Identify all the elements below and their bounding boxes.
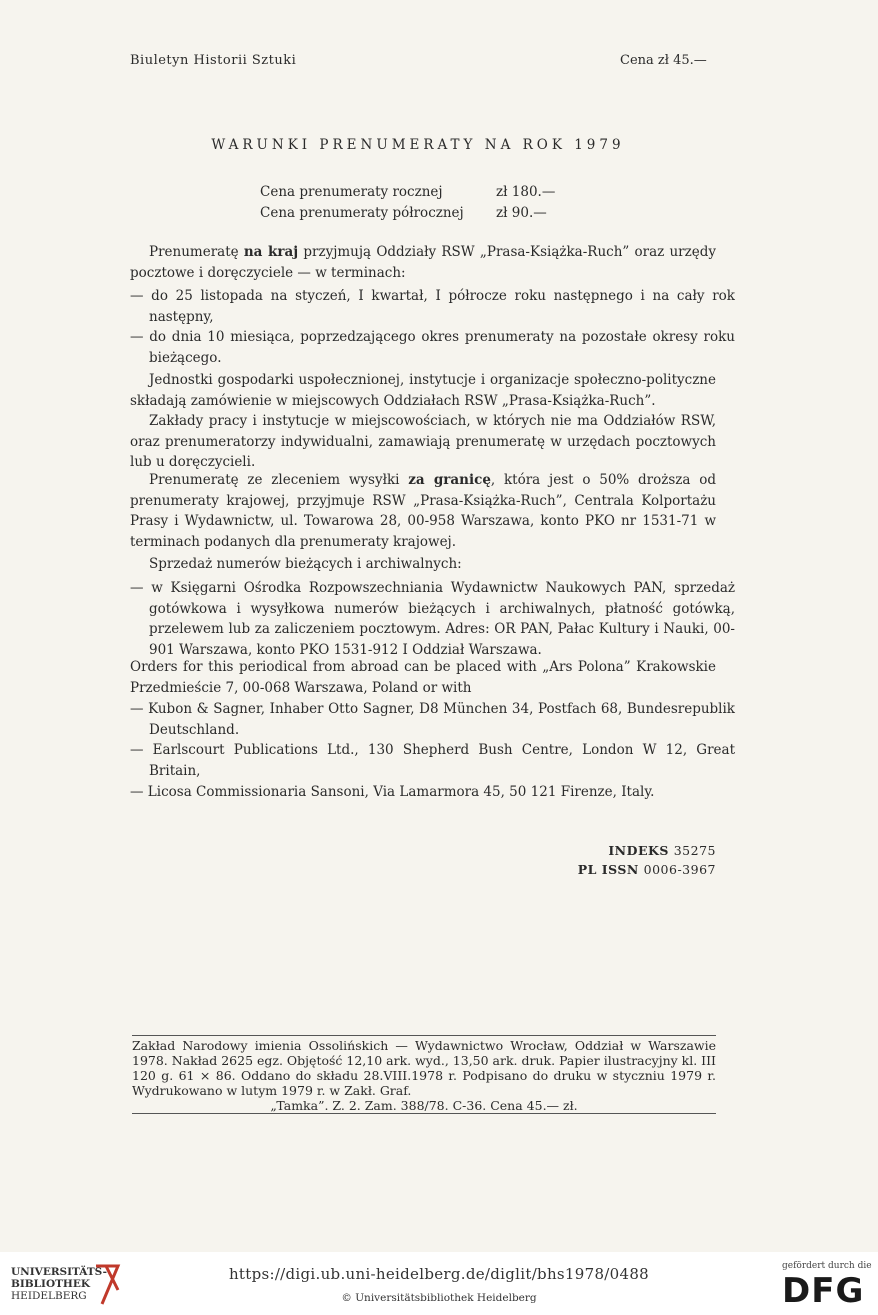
paragraph-sales: Sprzedaż numerów bieżących i archiwalnych: xyxy=(149,556,462,572)
price-half-label: Cena prenumeraty półrocznej xyxy=(260,205,464,221)
paragraph-institutions: Jednostki gospodarki uspołecznionej, instytucje i organizacje społeczno-polityczne składają zamówienie w miejscowych Oddziałach RSW „Prasa-Książka-Ruch”. xyxy=(130,372,716,409)
index-number: INDEKS 35275 xyxy=(608,843,716,858)
issn-number: PL ISSN 0006-3967 xyxy=(577,862,716,877)
list-item-kubon-sagner: — Kubon & Sagner, Inhaber Otto Sagner, D8 München 34, Postfach 68, Bundesrepublik Deutschland. xyxy=(130,701,735,738)
list-item-earlscourt: — Earlscourt Publications Ltd., 130 Shepherd Bush Centre, London W 12, Great Britain, xyxy=(130,742,735,779)
running-header-price: Cena zł 45.— xyxy=(620,53,707,68)
colophon-bottom-rule xyxy=(132,1113,716,1114)
paragraph-domestic: Prenumeratę na kraj przyjmują Oddziały RSW „Prasa-Książka-Ruch” oraz urzędy pocztowe i doręczyciele — w terminach: xyxy=(130,244,716,281)
running-header-journal: Biuletyn Historii Sztuki xyxy=(130,53,297,68)
price-annual-label: Cena prenumeraty rocznej xyxy=(260,184,443,200)
paragraph-orders-abroad: Orders for this periodical from abroad can be placed with „Ars Polona” Krakowskie Przedmieście 7, 00-068 Warszawa, Poland or with xyxy=(130,659,716,696)
paragraph-workplaces: Zakłady pracy i instytucje w miejscowościach, w których nie ma Oddziałów RSW, oraz prenumeratorzy indywidualni, zamawiają prenumeratę w urzędach pocztowych lub u doręczycieli. xyxy=(130,413,716,470)
page-title: WARUNKI PRENUMERATY NA ROK 1979 xyxy=(211,137,625,153)
colophon-top-rule xyxy=(132,1035,716,1036)
permalink-url[interactable]: https://digi.ub.uni-heidelberg.de/diglit/bhs1978/0488 xyxy=(228,1265,650,1283)
list-item-licosa: — Licosa Commissionaria Sansoni, Via Lamarmora 45, 50 121 Firenze, Italy. xyxy=(130,784,655,800)
paragraph-abroad: Prenumeratę ze zleceniem wysyłki za granicę, która jest o 50% droższa od prenumeraty krajowej, przyjmuje RSW „Prasa-Książka-Ruch”, Centrala Kolportażu Prasy i Wydawnictw, ul. Towarowa 28, 00-958 Warszawa, konto PKO nr 1531-71 w terminach podanych dla prenumeraty krajowej. xyxy=(130,472,717,550)
viewer-footer xyxy=(0,1252,878,1315)
library-name: UNIVERSITÄTS- BIBLIOTHEK HEIDELBERG xyxy=(11,1266,107,1302)
colophon-text: Zakład Narodowy imienia Ossolińskich — Wydawnictwo Wrocław, Oddział w Warszawie 1978. Nakład 2625 egz. Objętość 12,10 ark. wyd., 13,50 ark. druk. Papier ilustracyjny kl. III 120 g. 61 × 86. Oddano do składu 28.VIII.1978 r. Podpisano do druku w styczniu 1979 r. Wydrukowano w lutym 1979 r. w Zakł. Graf. xyxy=(132,1038,716,1098)
dfg-logo: DFG xyxy=(782,1271,865,1311)
funding-label: gefördert durch die xyxy=(782,1261,872,1271)
colophon xyxy=(132,1038,716,1113)
list-item-bookshop: — w Księgarni Ośrodka Rozpowszechniania Wydawnictw Naukowych PAN, sprzedaż gotówkowa i wysyłkowa numerów bieżących i archiwalnych, płatność gotówką, przelewem lub za zaliczeniem pocztowym. Adres: OR PAN, Pałac Kultury i Nauki, 00-901 Warszawa, konto PKO 1531-912 I Oddział Warszawa. xyxy=(130,580,735,658)
list-item-deadline-1: — do 25 listopada na styczeń, I kwartał, I półrocze roku następnego i na cały rok następny, xyxy=(130,288,735,325)
price-annual-value: zł 180.— xyxy=(496,184,556,200)
copyright-notice: © Universitätsbibliothek Heidelberg xyxy=(341,1292,537,1304)
list-item-deadline-2: — do dnia 10 miesiąca, poprzedzającego okres prenumeraty na pozostałe okresy roku bieżącego. xyxy=(130,329,735,366)
colophon-last-line: „Tamka”. Z. 2. Zam. 388/78. C-36. Cena 45.— zł. xyxy=(270,1098,578,1113)
price-half-value: zł 90.— xyxy=(496,205,547,221)
